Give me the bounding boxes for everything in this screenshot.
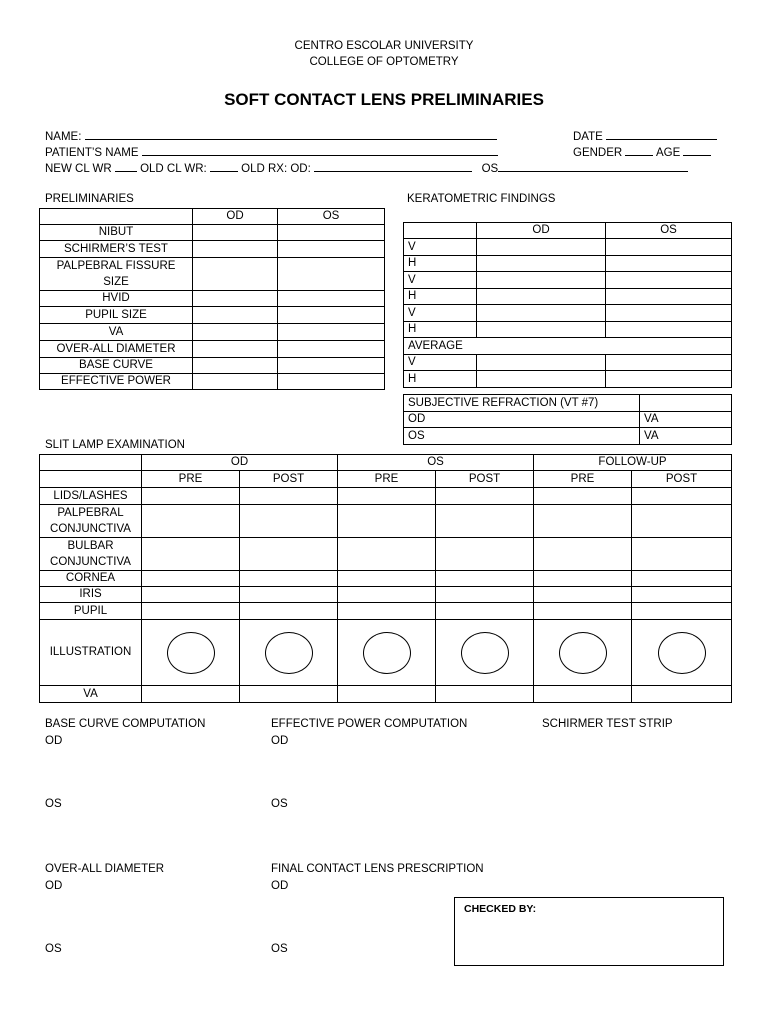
- effective-power-os-label: OS: [271, 798, 288, 810]
- cell-input[interactable]: [338, 603, 436, 620]
- post-header: POST: [632, 471, 732, 488]
- old-cl-wr-label: OLD CL WR:: [140, 163, 207, 175]
- row-label: V: [404, 239, 477, 256]
- old-cl-wr-line[interactable]: [210, 160, 238, 172]
- row-label: PUPIL SIZE: [40, 307, 193, 324]
- row-label: H: [404, 322, 477, 338]
- final-rx-heading: FINAL CONTACT LENS PRESCRIPTION: [271, 863, 484, 875]
- os-input[interactable]: [278, 307, 385, 324]
- cell-input[interactable]: [534, 488, 632, 505]
- cell-input[interactable]: [632, 571, 732, 587]
- od-input[interactable]: [193, 241, 278, 258]
- row-label: VA: [40, 324, 193, 341]
- cell-input[interactable]: [534, 538, 632, 571]
- illustration-cell[interactable]: [338, 620, 436, 686]
- cell-input[interactable]: [240, 488, 338, 505]
- illustration-cell[interactable]: [436, 620, 534, 686]
- group-os: OS: [338, 455, 534, 471]
- post-header: POST: [436, 471, 534, 488]
- eye-circle: [461, 632, 509, 674]
- cell-input[interactable]: [338, 538, 436, 571]
- checked-by-box[interactable]: [454, 897, 724, 966]
- group-od: OD: [142, 455, 338, 471]
- illustration-cell[interactable]: [240, 620, 338, 686]
- gender-label: GENDER: [573, 147, 623, 159]
- gender-age-field[interactable]: [573, 144, 711, 159]
- cell-input[interactable]: [338, 686, 436, 703]
- cl-rx-field[interactable]: [45, 160, 688, 175]
- row-label: V: [404, 305, 477, 322]
- age-line[interactable]: [683, 144, 711, 156]
- row-label: V: [404, 272, 477, 289]
- base-curve-od-label: OD: [45, 735, 63, 747]
- os-input[interactable]: [606, 305, 732, 322]
- subjective-title: SUBJECTIVE REFRACTION (VT #7): [404, 395, 640, 412]
- row-label-line: CONJUNCTIVA: [50, 555, 131, 568]
- new-cl-wr-label: NEW CL WR: [45, 163, 112, 175]
- row-label: H: [404, 289, 477, 305]
- os-input[interactable]: [606, 256, 732, 272]
- final-rx-od-label: OD: [271, 880, 289, 892]
- patient-name-field[interactable]: [45, 144, 498, 159]
- checked-by-label: CHECKED BY:: [464, 903, 537, 915]
- cell-input[interactable]: [534, 587, 632, 603]
- cell-input[interactable]: [534, 603, 632, 620]
- row-label: H: [404, 256, 477, 272]
- cell-input[interactable]: [142, 505, 240, 538]
- university-name: CENTRO ESCOLAR UNIVERSITY: [294, 40, 474, 52]
- name-field[interactable]: [45, 128, 497, 143]
- cell-input[interactable]: [142, 587, 240, 603]
- cell-input[interactable]: [632, 603, 732, 620]
- os-input[interactable]: [278, 358, 385, 374]
- os-input[interactable]: [278, 241, 385, 258]
- od-input[interactable]: [477, 371, 606, 388]
- pre-header: PRE: [534, 471, 632, 488]
- cell-input[interactable]: [436, 587, 534, 603]
- cell-input[interactable]: [338, 505, 436, 538]
- cell-input[interactable]: [338, 587, 436, 603]
- preliminaries-heading: PRELIMINARIES: [45, 193, 134, 205]
- cell-input[interactable]: [142, 603, 240, 620]
- col-os: OS: [278, 209, 385, 225]
- cell-input[interactable]: [534, 686, 632, 703]
- od-input[interactable]: [193, 225, 278, 241]
- cell-input[interactable]: [436, 488, 534, 505]
- gender-line[interactable]: [625, 144, 653, 156]
- row-label: IRIS: [40, 587, 142, 603]
- old-rx-od-line[interactable]: [314, 160, 472, 172]
- old-rx-od-label: OLD RX: OD:: [241, 163, 311, 175]
- col-od: OD: [193, 209, 278, 225]
- row-label: V: [404, 355, 477, 371]
- eye-circle: [167, 632, 215, 674]
- od-input[interactable]: [477, 289, 606, 305]
- row-label: [40, 258, 193, 291]
- row-label-line: PALPEBRAL FISSURE: [56, 259, 176, 272]
- illustration-cell[interactable]: [142, 620, 240, 686]
- col-od: OD: [477, 223, 606, 239]
- os-input[interactable]: [278, 374, 385, 390]
- row-label: SCHIRMER’S TEST: [40, 241, 193, 258]
- col-os: OS: [606, 223, 732, 239]
- effective-power-od-label: OD: [271, 735, 289, 747]
- row-label: LIDS/LASHES: [40, 488, 142, 505]
- os-input[interactable]: [606, 239, 732, 256]
- cell-input[interactable]: [240, 603, 338, 620]
- row-label: ILLUSTRATION: [40, 620, 142, 686]
- row-label: BASE CURVE: [40, 358, 193, 374]
- overall-diameter-os-label: OS: [45, 943, 62, 955]
- cell-input[interactable]: [436, 538, 534, 571]
- cell-input[interactable]: [632, 587, 732, 603]
- os-input[interactable]: [606, 371, 732, 388]
- row-label: VA: [40, 686, 142, 703]
- os-input[interactable]: [606, 322, 732, 338]
- old-rx-os-line[interactable]: [498, 160, 688, 172]
- group-follow-up: FOLLOW-UP: [534, 455, 732, 471]
- row-label-line: PALPEBRAL: [57, 506, 124, 519]
- keratometric-table: [403, 222, 732, 388]
- eye-circle: [265, 632, 313, 674]
- base-curve-os-label: OS: [45, 798, 62, 810]
- os-input[interactable]: [278, 225, 385, 241]
- eye-circle: [559, 632, 607, 674]
- effective-power-computation-heading: EFFECTIVE POWER COMPUTATION: [271, 718, 468, 730]
- average-label: AVERAGE: [404, 338, 732, 355]
- slit-lamp-heading: SLIT LAMP EXAMINATION: [45, 439, 185, 451]
- row-label: EFFECTIVE POWER: [40, 374, 193, 390]
- date-line[interactable]: [606, 128, 717, 140]
- os-input[interactable]: [278, 291, 385, 307]
- os-label: OS: [404, 428, 640, 445]
- subjective-refraction-table: [403, 394, 732, 445]
- empty-cell: [40, 455, 142, 471]
- cell-input[interactable]: [142, 488, 240, 505]
- od-input[interactable]: [193, 374, 278, 390]
- cell-input[interactable]: [436, 571, 534, 587]
- cell-input[interactable]: [142, 686, 240, 703]
- row-label-line: SIZE: [103, 275, 129, 288]
- od-input[interactable]: [193, 324, 278, 341]
- row-label: [40, 505, 142, 538]
- eye-circle: [363, 632, 411, 674]
- cell-input[interactable]: [240, 505, 338, 538]
- college-name: COLLEGE OF OPTOMETRY: [309, 56, 459, 68]
- os-input[interactable]: [278, 258, 385, 291]
- patient-name-label: PATIENT’S NAME: [45, 147, 139, 159]
- cell-input[interactable]: [240, 538, 338, 571]
- os-input[interactable]: [278, 324, 385, 341]
- os-input[interactable]: [606, 272, 732, 289]
- illustration-cell[interactable]: [534, 620, 632, 686]
- cell-input[interactable]: [534, 505, 632, 538]
- cell-input[interactable]: [338, 571, 436, 587]
- new-cl-wr-line[interactable]: [115, 160, 137, 172]
- row-label: PUPIL: [40, 603, 142, 620]
- od-input[interactable]: [193, 307, 278, 324]
- od-input[interactable]: [477, 239, 606, 256]
- cell-input[interactable]: [240, 587, 338, 603]
- row-label: NIBUT: [40, 225, 193, 241]
- os-input[interactable]: [278, 341, 385, 358]
- od-input[interactable]: [477, 355, 606, 371]
- post-header: POST: [240, 471, 338, 488]
- base-curve-computation-heading: BASE CURVE COMPUTATION: [45, 718, 206, 730]
- pre-header: PRE: [338, 471, 436, 488]
- row-label: H: [404, 371, 477, 388]
- date-field[interactable]: [573, 128, 717, 143]
- empty-cell: [40, 471, 142, 488]
- od-label: OD: [404, 412, 640, 428]
- od-input[interactable]: [477, 256, 606, 272]
- row-label: [40, 538, 142, 571]
- cell-input[interactable]: [632, 488, 732, 505]
- od-input[interactable]: [193, 291, 278, 307]
- cell-input[interactable]: [142, 571, 240, 587]
- form-title: SOFT CONTACT LENS PRELIMINARIES: [224, 90, 544, 109]
- cell-input[interactable]: [142, 538, 240, 571]
- age-label: AGE: [655, 147, 681, 159]
- row-label-line: CONJUNCTIVA: [50, 522, 131, 535]
- row-label: HVID: [40, 291, 193, 307]
- schirmer-test-strip-heading: SCHIRMER TEST STRIP: [542, 718, 673, 730]
- preliminaries-table: [39, 208, 385, 390]
- pre-header: PRE: [142, 471, 240, 488]
- name-line[interactable]: [85, 128, 497, 140]
- row-label-line: BULBAR: [67, 539, 114, 552]
- od-input[interactable]: [193, 341, 278, 358]
- cell-input[interactable]: [338, 488, 436, 505]
- overall-diameter-heading: OVER-ALL DIAMETER: [45, 863, 165, 875]
- cell-input[interactable]: [436, 603, 534, 620]
- patient-name-line[interactable]: [142, 144, 498, 156]
- cell-input[interactable]: [534, 571, 632, 587]
- illustration-cell[interactable]: [632, 620, 732, 686]
- slit-lamp-table: [39, 454, 732, 703]
- od-input[interactable]: [477, 305, 606, 322]
- row-label: OVER-ALL DIAMETER: [40, 341, 193, 358]
- od-input[interactable]: [477, 272, 606, 289]
- cell-input[interactable]: [240, 571, 338, 587]
- final-rx-os-label: OS: [271, 943, 288, 955]
- cell-input[interactable]: [436, 505, 534, 538]
- cell-input[interactable]: [632, 686, 732, 703]
- subjective-input[interactable]: [640, 395, 732, 412]
- va-label: VA: [640, 412, 732, 428]
- eye-circle: [658, 632, 706, 674]
- cell-input[interactable]: [240, 686, 338, 703]
- od-input[interactable]: [193, 358, 278, 374]
- od-input[interactable]: [193, 258, 278, 291]
- empty-cell: [404, 223, 477, 239]
- empty-cell: [40, 209, 193, 225]
- overall-diameter-od-label: OD: [45, 880, 63, 892]
- old-rx-os-label: OS: [481, 163, 499, 175]
- os-input[interactable]: [606, 355, 732, 371]
- name-label: NAME:: [45, 131, 82, 143]
- date-label: DATE: [573, 131, 603, 143]
- od-input[interactable]: [477, 322, 606, 338]
- cell-input[interactable]: [632, 538, 732, 571]
- os-input[interactable]: [606, 289, 732, 305]
- va-label: VA: [640, 428, 732, 445]
- cell-input[interactable]: [632, 505, 732, 538]
- cell-input[interactable]: [436, 686, 534, 703]
- keratometric-heading: KERATOMETRIC FINDINGS: [407, 193, 556, 205]
- row-label: CORNEA: [40, 571, 142, 587]
